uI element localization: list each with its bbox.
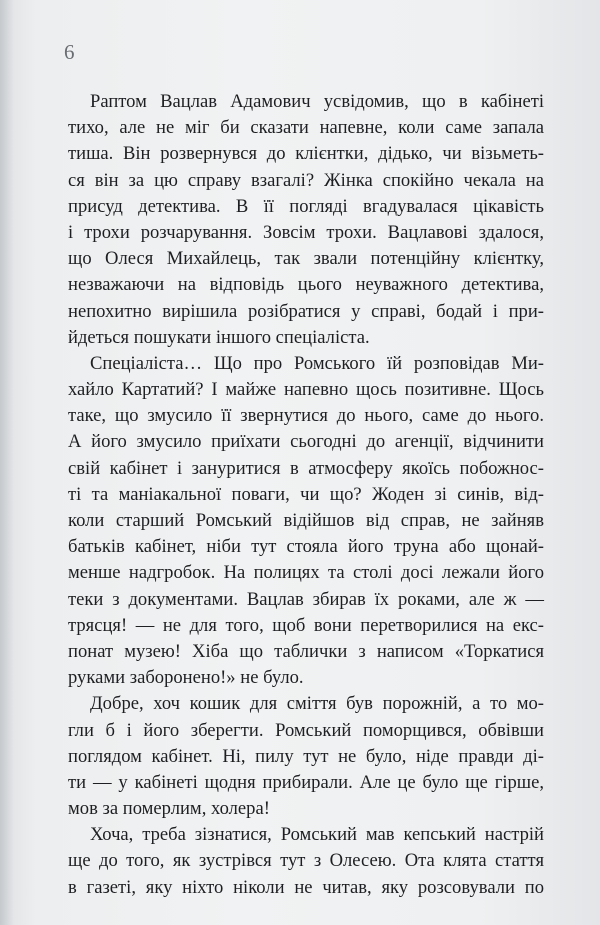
text-line: гли б і його зберегти. Ромський поморщився, обвівши [68, 719, 544, 741]
page-number: 6 [64, 40, 75, 64]
text-line: поглядом кабінет. Ні, пилу тут не було, ніде правди ді- [68, 745, 545, 767]
text-line: руками заборонено!» не було. [68, 667, 304, 689]
text-line: присуд детектива. В її погляді вгадувалася цікавість [68, 195, 544, 217]
text-line: батьків кабінет, ніби тут стояла його труна або щонай- [68, 536, 544, 558]
text-line: йдеться пошукати іншого спеціаліста. [68, 326, 370, 348]
text-line: Спеціаліста… Що про Ромського їй розповідав Ми- [90, 352, 544, 374]
text-line: А його змусило приїхати сьогодні до агенції, відчинити [68, 431, 544, 453]
page-edge-shadow [0, 0, 14, 925]
text-line: таке, що змусило її звернутися до нього, саме до нього. [68, 405, 544, 427]
text-line: ся він за цю справу взагалі? Жінка спокійно чекала на [68, 169, 544, 191]
text-line: мов за померлим, холера! [68, 798, 270, 820]
text-line: незважаючи на відповідь цього неуважного детектива, [68, 274, 544, 296]
text-line: ті та маніакальної поваги, чи що? Жоден зі синів, від- [68, 483, 544, 505]
text-line: понат музею! Хіба що таблички з написом «Торкатися [68, 640, 544, 662]
text-line: ти — у кабінеті щодня прибирали. Але це було ще гірше, [68, 771, 544, 793]
text-line: тиша. Він розвернувся до клієнтки, дідько, чи візьметь- [68, 143, 544, 165]
text-line: теки з документами. Вацлав збирав їх роками, але ж — [68, 588, 544, 610]
text-line: що Олеся Михайлець, так звали потенційну клієнтку, [68, 248, 544, 270]
text-line: Добре, хоч кошик для сміття був порожній, а то мо- [90, 693, 545, 715]
text-line: трясця! — не для того, щоб вони перетворилися на екс- [68, 614, 544, 636]
text-line: і трохи розчарування. Зовсім трохи. Вацлавові здалося, [68, 221, 544, 243]
text-line: в газеті, яку ніхто ніколи не читав, яку розсовували по [68, 876, 544, 898]
text-line: свій кабінет і зануритися в атмосферу якоїсь побожнос- [68, 457, 545, 479]
text-line: коли старший Ромський відійшов від справ, не зайняв [68, 510, 544, 531]
text-line: Хоча, треба зізнатися, Ромський мав кепський настрій [90, 824, 544, 846]
text-line: ще до того, як зустрівся тут з Олесею. Ота клята стаття [68, 850, 544, 872]
body-text [68, 89, 544, 901]
text-line: менше надгробок. На полицях та столі досі лежали його [68, 562, 544, 584]
text-line: непохитно вирішила розібратися у справі, бодай і при- [68, 300, 544, 322]
text-line: тихо, але не міг би сказати напевне, коли саме запала [68, 117, 544, 139]
text-line: хайло Картатий? І майже напевно щось позитивне. Щось [68, 379, 544, 401]
text-line: Раптом Вацлав Адамович усвідомив, що в кабінеті [90, 91, 544, 112]
